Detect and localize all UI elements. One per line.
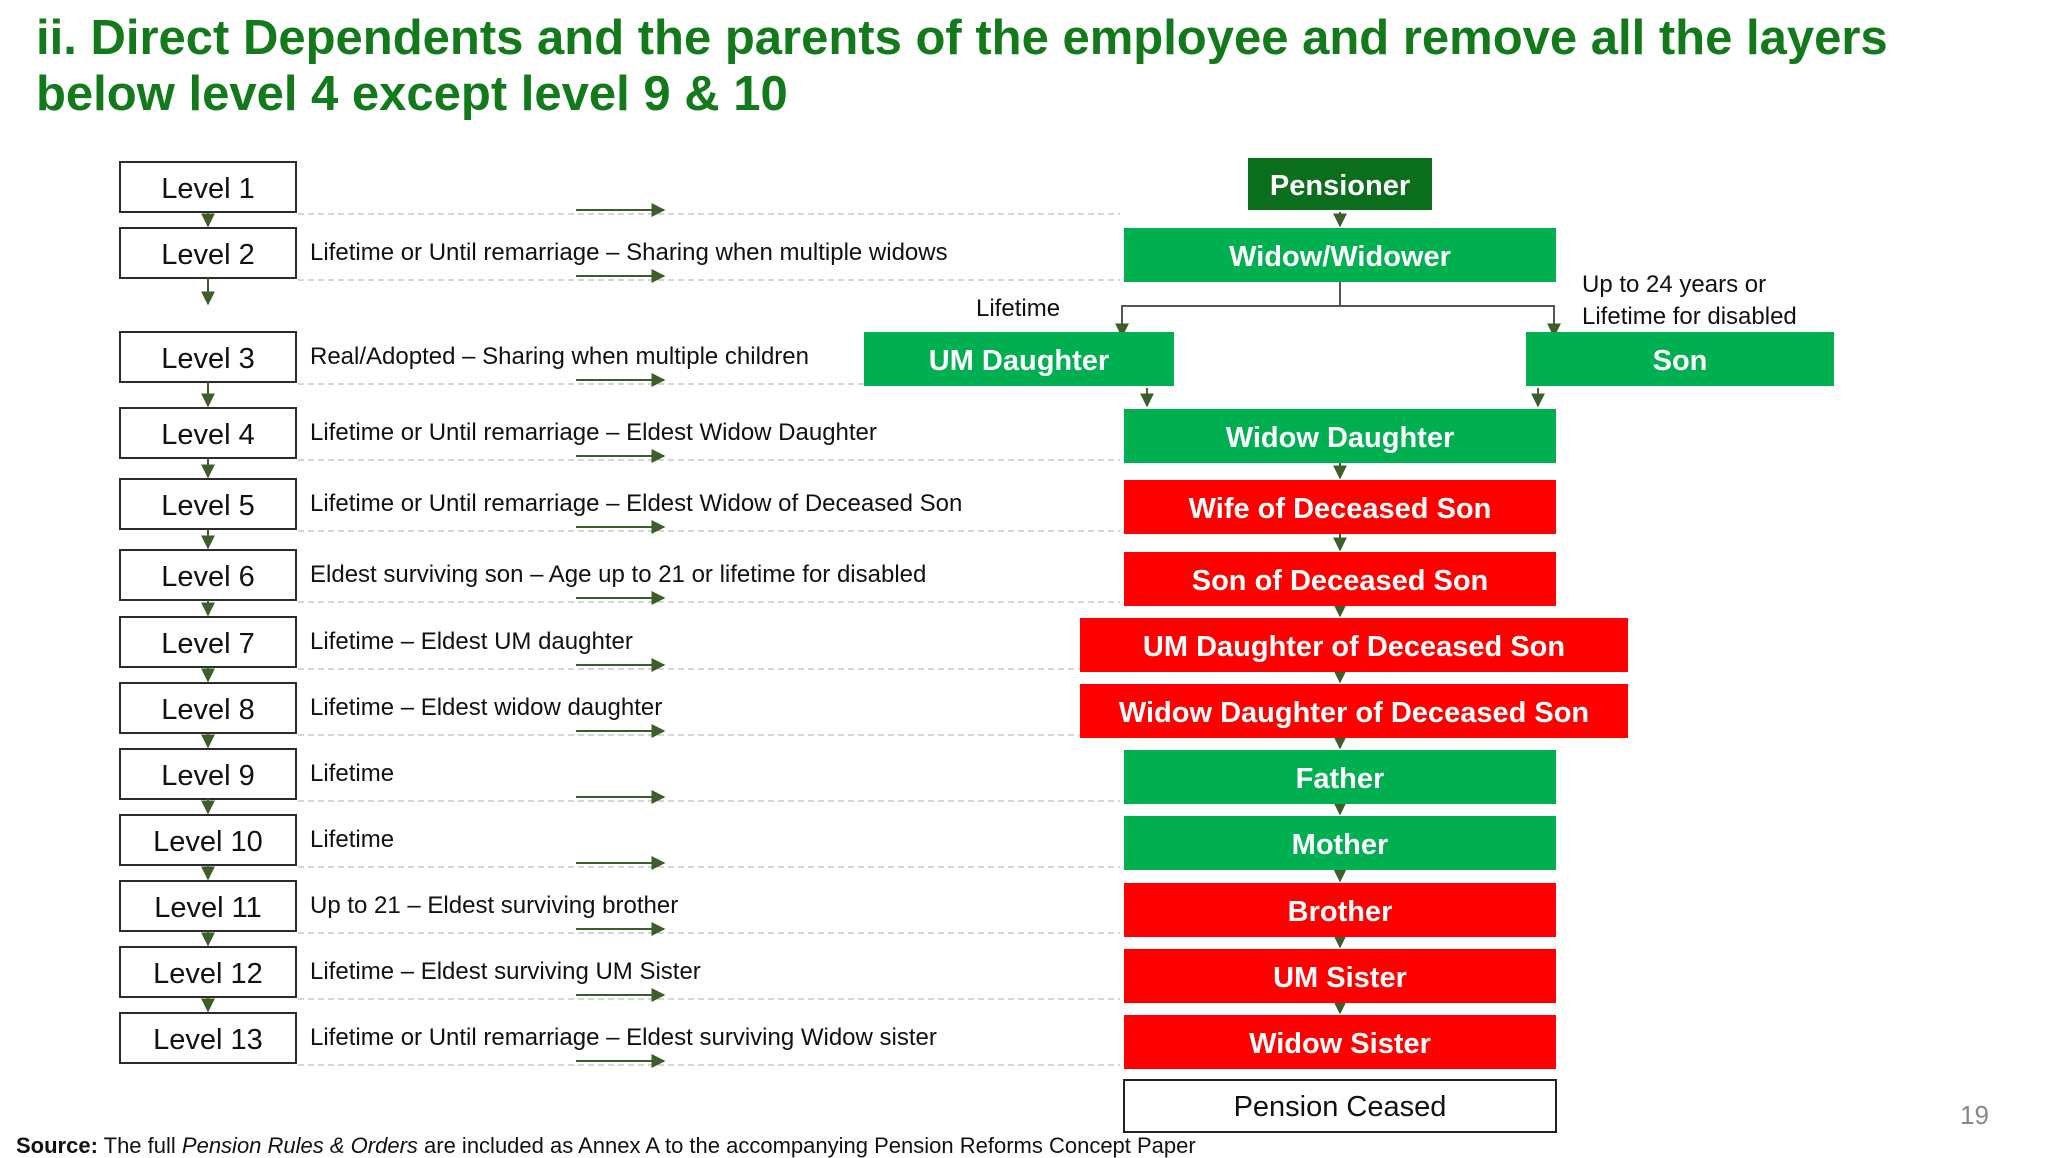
level-label: Level 9 <box>161 760 255 792</box>
level-row <box>120 1013 1120 1065</box>
level-label: Level 13 <box>153 1024 263 1056</box>
level-description: Lifetime or Until remarriage – Eldest Widow of Deceased Son <box>310 490 963 517</box>
slide-title: ii. Direct Dependents and the parents of the employee and remove all the layers below level 4 except level 9 & 10 <box>36 11 1888 121</box>
box-um-daughter-of-deceased-son-label: UM Daughter of Deceased Son <box>1142 631 1566 663</box>
box-son-of-deceased-son <box>1124 552 1556 606</box>
level-description: Lifetime <box>310 826 395 853</box>
level-label: Level 11 <box>154 892 262 924</box>
level-row <box>120 881 1120 933</box>
level-row <box>120 408 1120 460</box>
source-text-1: The full <box>97 1133 182 1158</box>
source-italic-title: Pension Rules & Orders <box>181 1133 418 1158</box>
box-wife-of-deceased-son <box>1124 480 1556 534</box>
level-rows <box>120 162 1120 1065</box>
box-widow-sister-label: Widow Sister <box>1249 1028 1431 1060</box>
level-row <box>120 617 1120 669</box>
box-um-sister <box>1124 949 1556 1003</box>
level-description: Lifetime – Eldest surviving UM Sister <box>310 958 701 985</box>
box-son-of-deceased-son-label: Son of Deceased Son <box>1191 565 1489 597</box>
level-description: Eldest surviving son – Age up to 21 or lifetime for disabled <box>310 561 927 588</box>
level-label: Level 10 <box>153 826 263 858</box>
box-mother <box>1124 816 1556 870</box>
box-pensioner <box>1248 158 1432 210</box>
level-label: Level 12 <box>153 958 263 990</box>
level-label: Level 3 <box>161 343 255 375</box>
widow-to-son-arrow <box>1340 306 1554 336</box>
level-description: Up to 21 – Eldest surviving brother <box>310 892 679 919</box>
box-father-label: Father <box>1295 763 1385 795</box>
level-label: Level 8 <box>161 694 255 726</box>
box-um-daughter <box>864 332 1174 386</box>
level-description: Lifetime or Until remarriage – Eldest Widow Daughter <box>310 419 877 446</box>
page-number: 19 <box>1960 1100 1989 1130</box>
box-um-daughter-label: UM Daughter <box>928 345 1110 377</box>
box-widow-sister <box>1124 1015 1556 1069</box>
annotation-lifetime: Lifetime <box>976 295 1061 322</box>
box-son <box>1526 332 1834 386</box>
box-widow-daughter-label: Widow Daughter <box>1225 422 1455 454</box>
annotation-son-note-line2: Lifetime for disabled <box>1582 303 1797 330</box>
source-text-2: are included as Annex A to the accompanying Pension Reforms Concept Paper <box>417 1133 1196 1158</box>
annotation-son-note-line1: Up to 24 years or <box>1582 271 1767 298</box>
level-description: Lifetime – Eldest UM daughter <box>310 628 633 655</box>
level-row <box>120 749 1120 801</box>
box-um-sister-label: UM Sister <box>1273 962 1407 994</box>
box-widow-daughter-of-deceased-son-label: Widow Daughter of Deceased Son <box>1118 697 1590 729</box>
level-label: Level 5 <box>161 490 255 522</box>
box-widow-widower <box>1124 228 1556 282</box>
level-row <box>120 228 1120 280</box>
box-pension-ceased-label: Pension Ceased <box>1233 1091 1447 1123</box>
level-label: Level 7 <box>161 628 255 660</box>
source-note <box>16 1135 1196 1157</box>
level-row <box>120 162 1120 214</box>
box-widow-daughter <box>1124 409 1556 463</box>
box-brother-label: Brother <box>1287 896 1393 928</box>
level-row <box>120 947 1120 999</box>
box-brother <box>1124 883 1556 937</box>
level-description: Lifetime or Until remarriage – Eldest surviving Widow sister <box>310 1024 937 1051</box>
level-description: Lifetime or Until remarriage – Sharing when multiple widows <box>310 239 948 266</box>
box-son-label: Son <box>1652 345 1708 377</box>
level-label: Level 4 <box>161 419 255 451</box>
box-widow-widower-label: Widow/Widower <box>1229 241 1451 273</box>
level-label: Level 2 <box>161 239 255 271</box>
box-um-daughter-of-deceased-son <box>1080 618 1628 672</box>
box-wife-of-deceased-son-label: Wife of Deceased Son <box>1188 493 1492 525</box>
level-row <box>120 815 1120 867</box>
level-row <box>120 550 1120 602</box>
level-row <box>120 683 1120 735</box>
level-description: Real/Adopted – Sharing when multiple children <box>310 343 809 370</box>
level-label: Level 6 <box>161 561 255 593</box>
widow-to-um-daughter-arrow <box>1122 282 1340 336</box>
level-label: Level 1 <box>161 173 255 205</box>
box-pensioner-label: Pensioner <box>1269 170 1411 202</box>
box-pension-ceased <box>1124 1080 1556 1132</box>
source-label: Source: <box>16 1133 98 1158</box>
level-row <box>120 479 1120 531</box>
box-widow-daughter-of-deceased-son <box>1080 684 1628 738</box>
box-father <box>1124 750 1556 804</box>
level-description: Lifetime <box>310 760 395 787</box>
box-mother-label: Mother <box>1291 829 1389 861</box>
level-description: Lifetime – Eldest widow daughter <box>310 694 663 721</box>
